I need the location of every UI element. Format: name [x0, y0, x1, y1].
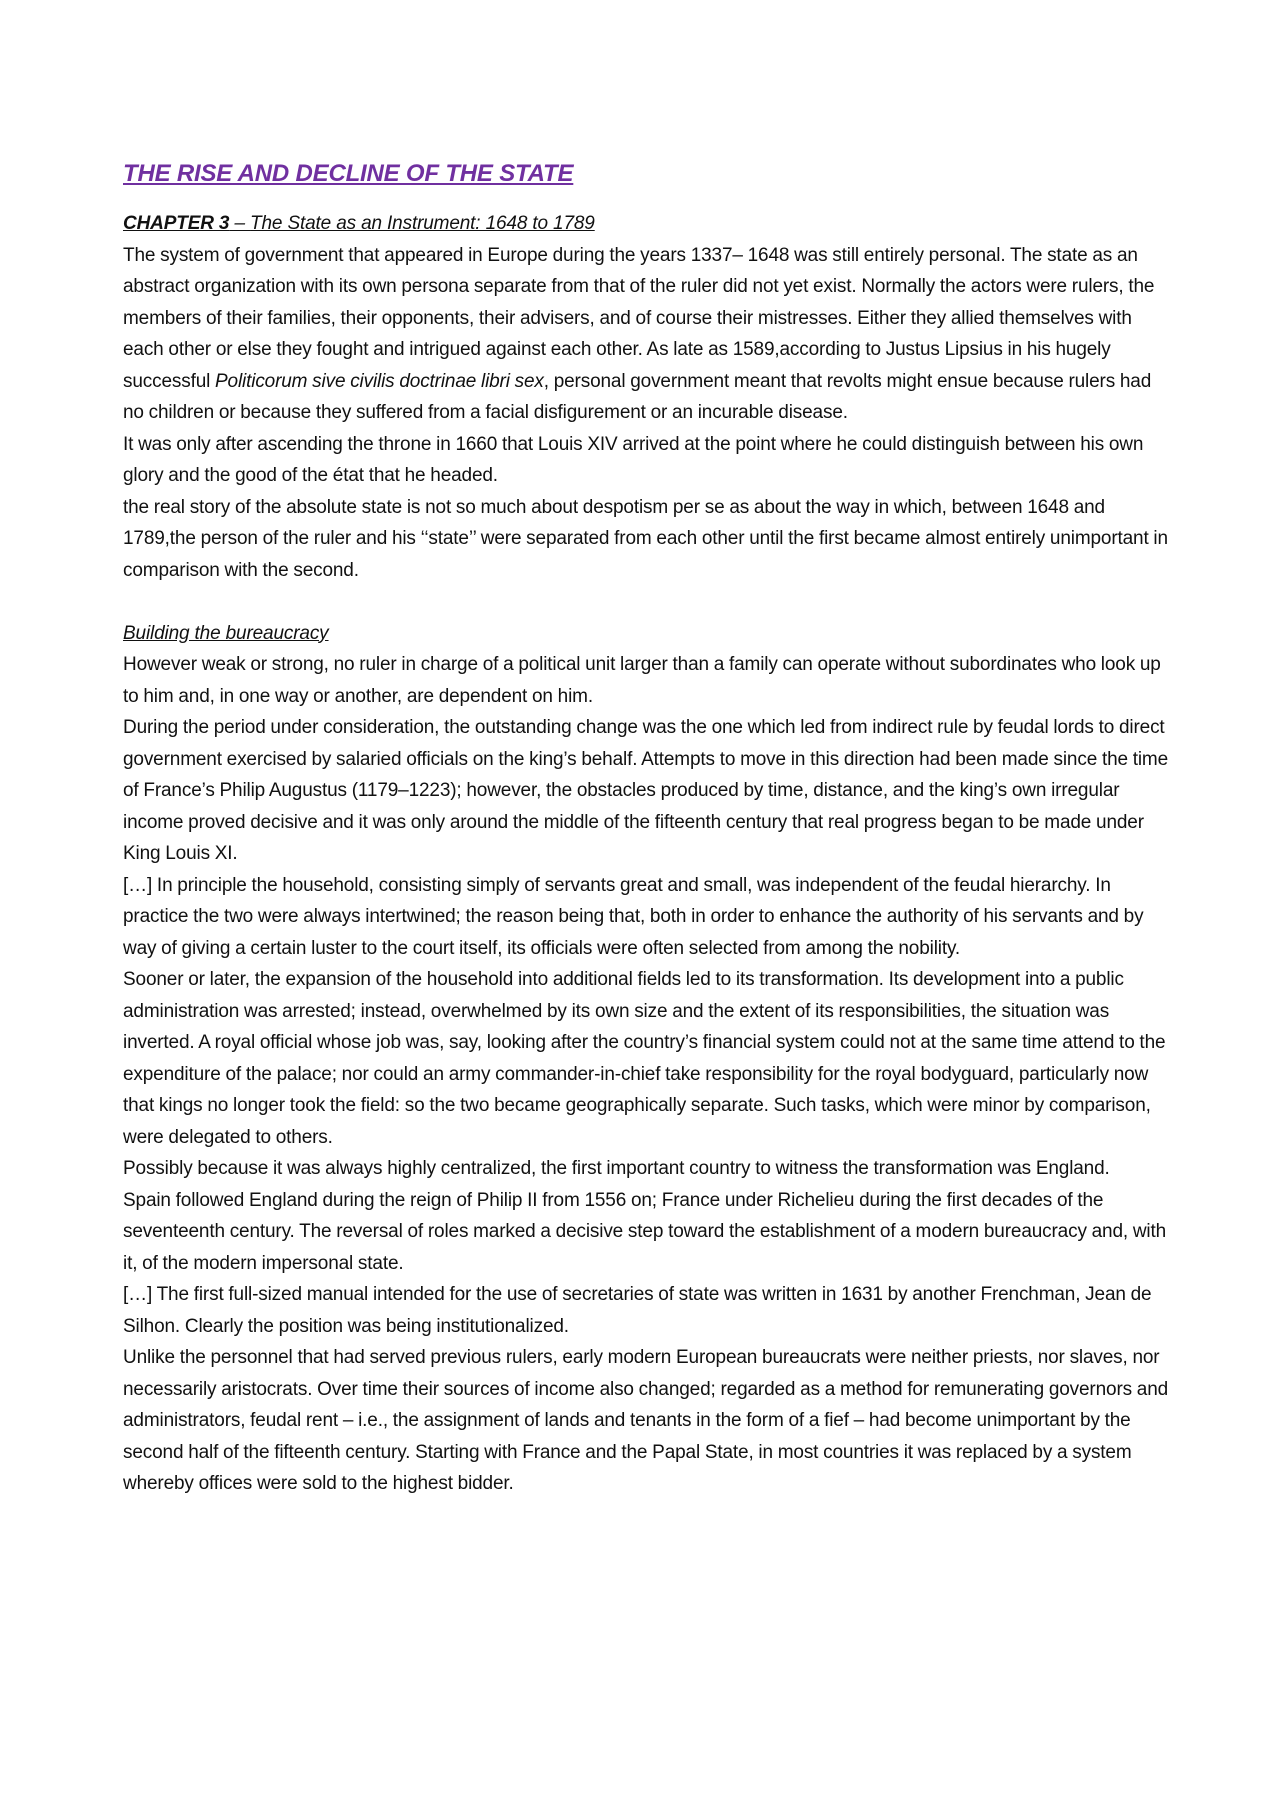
section-paragraph: […] The first full-sized manual intended for the use of secretaries of state was written in 1631 by another Frenchman, Jean de Silhon. Clearly the position was being institutionalized. [123, 1284, 1152, 1337]
section-paragraph: Sooner or later, the expansion of the household into additional fields led to its transformation. Its development into a public administration was arrested; instead, overwhelmed by its own size and the extent of its responsibilities, the situation was inverted. A royal official whose job was, say, looking after the country’s financial system could not at the same time attend to the expenditure of the palace; nor could an army commander-in-chief take responsibility for the royal bodyguard, particularly now that kings no longer took the field: so the two became geographically separate. Such tasks, which were minor by comparison, were delegated to others. [123, 969, 1166, 1148]
chapter-separator: – [229, 213, 251, 234]
section-paragraph: Unlike the personnel that had served previous rulers, early modern European bureaucrats were neither priests, nor slaves, nor necessarily aristocrats. Over time their sources of income also changed; regarded as a method for remunerating governors and administrators, feudal rent – i.e., the assignment of lands and tenants in the form of a fief – had become unimportant by the second half of the fifteenth century. Starting with France and the Papal State, in most countries it was replaced by a system whereby offices were sold to the highest bidder. [123, 1347, 1169, 1494]
book-title-italic: Politicorum sive civilis doctrinae libri sex [215, 370, 544, 392]
chapter-heading [123, 208, 1173, 240]
section-heading: Building the bureaucracy [123, 622, 329, 644]
intro-paragraph-1-text-a: The system of government that appeared in Europe during the years 1337– 1648 was still entirely personal. The state as an abstract organization with its own persona separate from that of the ruler did not yet exist. Normally the actors were rulers, the members of their families, their opponents, their advisers, and of course their mistresses. Either they allied themselves with each other or else they fought and intrigued against each other. As late as 1589,according to Justus Lipsius in his hugely successful [123, 244, 1155, 392]
section-paragraph: […] In principle the household, consisting simply of servants great and small, was independent of the feudal hierarchy. In practice the two were always intertwined; the reason being that, both in order to enhance the authority of his servants and by way of giving a certain luster to the court itself, its officials were often selected from among the nobility. [123, 874, 1144, 959]
document-title: THE RISE AND DECLINE OF THE STATE [123, 160, 574, 187]
chapter-subtitle: The State as an Instrument: 1648 to 1789 [250, 213, 595, 234]
intro-paragraph-3: the real story of the absolute state is not so much about despotism per se as about the way in which, between 1648 and 1789,the person of the ruler and his ‘‘state’’ were separated from each other until the first became almost entirely unimportant in comparison with the second. [123, 496, 1168, 581]
section-paragraph: Possibly because it was always highly centralized, the first important country to witness the transformation was England. [123, 1158, 1110, 1179]
intro-paragraph-1 [123, 240, 1173, 429]
section-paragraph: However weak or strong, no ruler in charge of a political unit larger than a family can operate without subordinates who look up to him and, in one way or another, are dependent on him. [123, 654, 1161, 707]
chapter-label: CHAPTER 3 [123, 213, 230, 234]
intro-paragraph-1-text-b: , personal government meant that revolts might ensue because rulers had no children or because they suffered from a facial disfigurement or an incurable disease. [123, 370, 1152, 423]
document-page [123, 156, 1173, 1500]
section-paragraph: Spain followed England during the reign of Philip II from 1556 on; France under Richelieu during the first decades of the seventeenth century. The reversal of roles marked a decisive step toward the establishment of a modern bureaucracy and, with it, of the modern impersonal state. [123, 1189, 1167, 1274]
intro-paragraph-2: It was only after ascending the throne in 1660 that Louis XIV arrived at the point where he could distinguish between his own glory and the good of the état that he headed. [123, 433, 1144, 486]
section-paragraph: During the period under consideration, the outstanding change was the one which led from indirect rule by feudal lords to direct government exercised by salaried officials on the king’s behalf. Attempts to move in this direction had been made since the time of France’s Philip Augustus (1179–1223); however, the obstacles produced by time, distance, and the king’s own irregular income proved decisive and it was only around the middle of the fifteenth century that real progress began to be made under King Louis XI. [123, 717, 1169, 864]
